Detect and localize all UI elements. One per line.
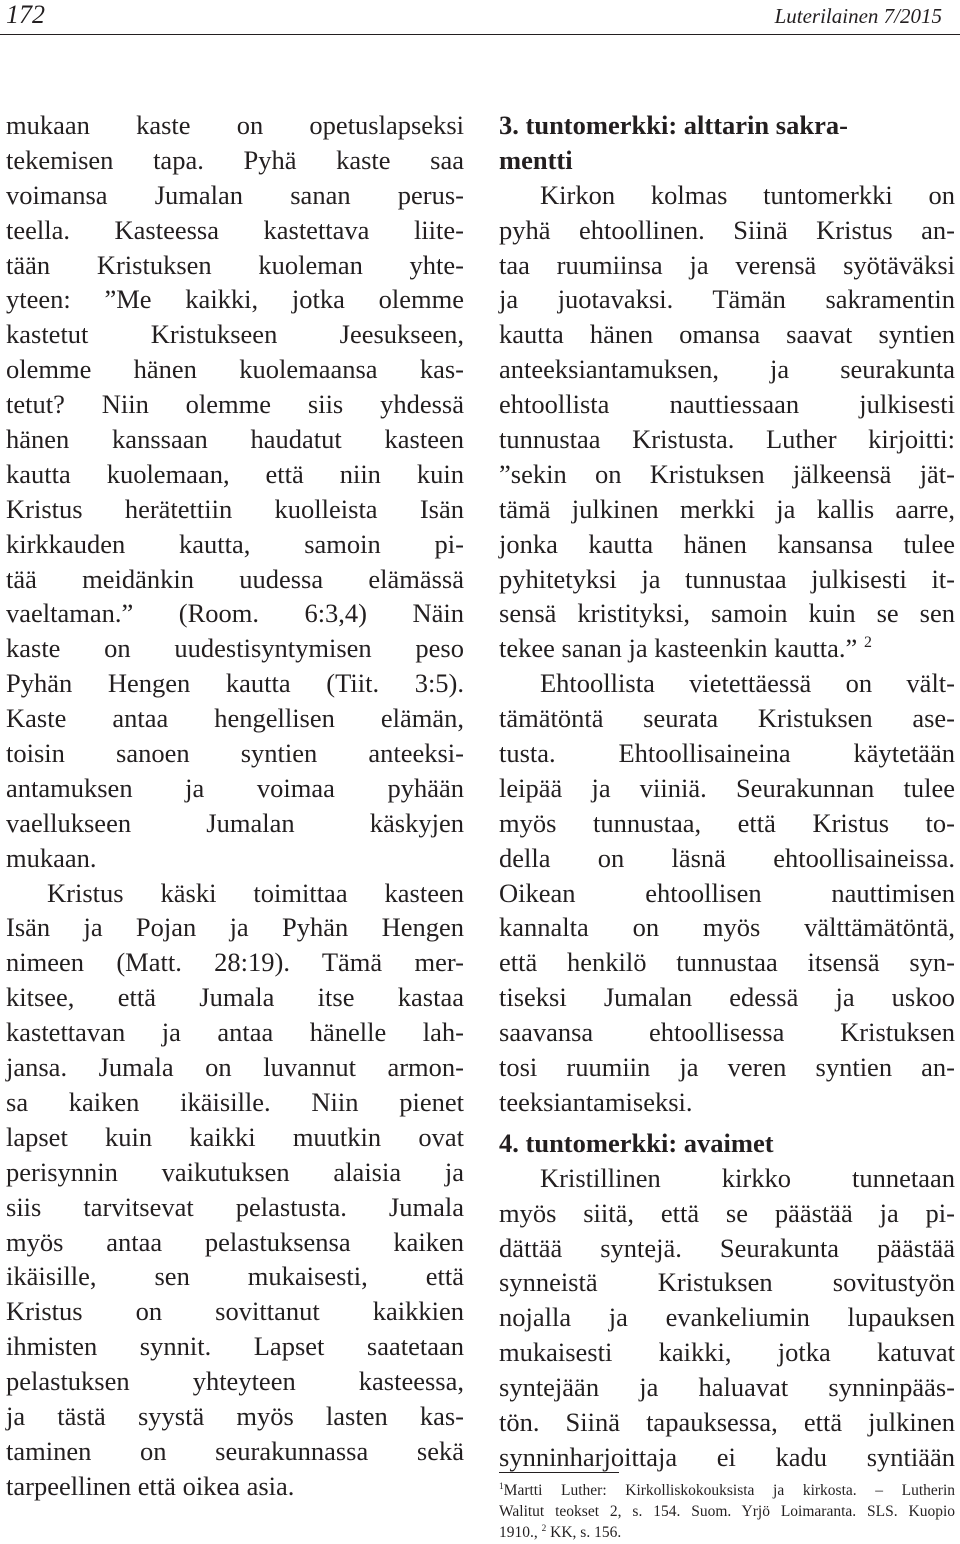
text-line: kautta kuolemaan, että niin kuin [6, 458, 464, 489]
text-line: toisin sanoen syntien anteeksi- [6, 738, 464, 769]
footnote-line [499, 1480, 955, 1501]
text-line: myös tunnustaa, että Kristus to- [499, 807, 955, 838]
text-line: synneistä Kristuksen sovitustyön [499, 1267, 955, 1298]
left-column [6, 108, 464, 1504]
text-line: että henkilö tunnustaa itsensä syn- [499, 947, 955, 978]
text-line: kirkkauden kautta, samoin pi- [6, 528, 464, 559]
text-line: tää meidänkin uudessa elämässä [6, 563, 464, 594]
text-line: ”sekin on Kristuksen jälkeensä jät- [499, 458, 955, 489]
text-line: Kristus herätettiin kuolleista Isän [6, 493, 464, 524]
text-line: tetut? Niin olemme siis yhdessä [6, 389, 464, 420]
section-heading-3-cont: mentti [499, 144, 573, 175]
journal-title: Luterilainen 7/2015 [774, 4, 942, 28]
text-line: jansa. Jumala on luvannut armon- [6, 1052, 464, 1083]
page-number: 172 [6, 0, 45, 29]
text-line: pyhitetyksi ja tunnustaa julkisesti it- [499, 563, 955, 594]
text-line: leipää ja viiniä. Seurakunnan tulee [499, 772, 955, 803]
text-line: Oikean ehtoollisen nauttimisen [499, 877, 955, 908]
text-line: syntejään ja haluavat synninpääs- [499, 1372, 955, 1403]
text-line: yteen: ”Me kaikki, jotka olemme [6, 284, 464, 315]
text-line: Kristus on sovittanut kaikkien [6, 1296, 464, 1327]
text-line: sensä kristityksi, samoin kuin se sen [499, 598, 955, 629]
text-line: teeksiantamiseksi. [499, 1086, 693, 1117]
text-line: Kirkon kolmas tuntomerkki on [540, 179, 955, 210]
text-line: siis tarvitsevat pelastusta. Jumala [6, 1191, 464, 1222]
text-line: nojalla ja evankeliumin lupauksen [499, 1302, 955, 1333]
text-line: olemme hänen kuolemaansa kas- [6, 354, 464, 385]
text-line: lapset kuin kaikki muutkin ovat [6, 1121, 464, 1152]
text-line: ja juotavaksi. Tämän sakramentin [499, 284, 955, 315]
text-line: mukaan kaste on opetuslapseksi [6, 110, 464, 140]
footnote-text: Martti Luther: Kirkolliskokouksista ja kirkosta. – Lutherin [503, 1482, 955, 1499]
text-line: kautta hänen omansa saavat syntien [499, 319, 955, 350]
text-line: Pyhän Hengen kautta (Tiit. 3:5). [6, 668, 464, 699]
text-line: vaellukseen Jumalan käskyjen [6, 807, 464, 838]
footnote-line [499, 1522, 955, 1543]
text-line: Kristus käski toimittaa kasteen [47, 877, 464, 908]
text-line: myös siitä, että se päästää ja pi- [499, 1197, 955, 1228]
text-line: tunnustaa Kristusta. Luther kirjoitti: [499, 424, 955, 455]
text-line: della on läsnä ehtoollisaineissa. [499, 842, 955, 873]
text-line: myös antaa pelastuksensa kaiken [6, 1226, 464, 1257]
text-line: hänen kanssaan haudatut kasteen [6, 424, 464, 455]
text-line: mukaan. [6, 842, 97, 873]
text-line: teella. Kasteessa kastettava liite- [6, 214, 464, 245]
footnote-marker-2: 2 [541, 1523, 547, 1534]
section-heading-4: 4. tuntomerkki: avaimet [499, 1127, 774, 1158]
text-line: ja tästä syystä myös lasten kas- [6, 1400, 464, 1431]
text-line: tään Kristuksen kuoleman yhte- [6, 249, 464, 280]
text-line: tön. Siinä tapauksessa, että julkinen [499, 1406, 955, 1437]
text-line: Kaste antaa hengellisen elämän, [6, 703, 464, 734]
footnote-text: 1910., [499, 1524, 538, 1541]
text-line: tarpeellinen että oikea asia. [6, 1470, 295, 1501]
text-line: kastettavan ja antaa hänelle lah- [6, 1017, 464, 1048]
text-line: tekemisen tapa. Pyhä kaste saa [6, 144, 464, 175]
text-line: ihmisten synnit. Lapset saatetaan [6, 1331, 464, 1362]
footnote-marker-1: 1 [499, 1481, 504, 1492]
text-line: ehtoollista nauttiessaan julkisesti [499, 389, 955, 420]
text-line: antamuksen ja voimaa pyhään [6, 772, 464, 803]
right-column [499, 108, 955, 1475]
text-line: tosi ruumiin ja veren syntien an- [499, 1052, 955, 1083]
text-line: Ehtoollista vietettäessä on vält- [540, 668, 955, 699]
text-line: taa ruumiinsa ja verensä syötäväksi [499, 249, 955, 280]
text-line: taminen on seurakunnassa sekä [6, 1435, 464, 1466]
text-line: saavansa ehtoollisessa Kristuksen [499, 1017, 955, 1048]
text-line: dättää syntejä. Seurakunta päästää [499, 1232, 955, 1263]
text-line: tämätöntä seurata Kristuksen ase- [499, 703, 955, 734]
text-line: mukaisesti kaikki, jotka katuvat [499, 1337, 955, 1368]
text-line: kastetut Kristukseen Jeesukseen, [6, 319, 464, 350]
text-line: tusta. Ehtoollisaineina käytetään [499, 738, 955, 769]
footnote-text: KK, s. 156. [550, 1524, 622, 1541]
header-rule [0, 34, 960, 35]
text-line: nimeen (Matt. 28:19). Tämä mer- [6, 947, 464, 978]
text-line: sa kaiken ikäisille. Niin pienet [6, 1086, 464, 1117]
text-line: kitsee, että Jumala itse kastaa [6, 982, 464, 1013]
text-line: synninharjoittaja ei kadu syntiään [499, 1441, 955, 1472]
footnote-ref-2: 2 [863, 634, 872, 652]
text-line: pyhä ehtoollinen. Siinä Kristus an- [499, 214, 955, 245]
text-line: Isän ja Pojan ja Pyhän Hengen [6, 912, 464, 943]
text-line: voimansa Jumalan sanan perus- [6, 179, 464, 210]
text-line: ikäisille, sen mukaisesti, että [6, 1261, 464, 1292]
footnotes [499, 1480, 955, 1543]
text-line: tekee sanan ja kasteenkin kautta.” [499, 633, 864, 664]
footnote-line: Walitut teokset 2, s. 154. Suom. Yrjö Loimaranta. SLS. Kuopio [499, 1503, 955, 1520]
footnote-rule [499, 1472, 619, 1473]
text-line: Kristillinen kirkko tunnetaan [540, 1162, 955, 1193]
text-line: perisynnin vaikutuksen alaisia ja [6, 1156, 464, 1187]
text-line: vaeltaman.” (Room. 6:3,4) Näin [6, 598, 464, 629]
text-line: kannalta on myös välttämätöntä, [499, 912, 955, 943]
text-line: jonka kautta hänen kansansa tulee [499, 528, 955, 559]
text-line: tiseksi Jumalan edessä ja uskoo [499, 982, 955, 1013]
text-line: tämä julkinen merkki ja kallis aarre, [499, 493, 955, 524]
text-line: pelastuksen yhteyteen kasteessa, [6, 1366, 464, 1397]
section-heading-3: 3. tuntomerkki: alttarin sakra- [499, 110, 848, 140]
text-line-with-footnote [499, 631, 955, 666]
text-line: anteeksiantamuksen, ja seurakunta [499, 354, 955, 385]
page-header [0, 0, 960, 38]
text-line: kaste on uudestisyntymisen peso [6, 633, 464, 664]
